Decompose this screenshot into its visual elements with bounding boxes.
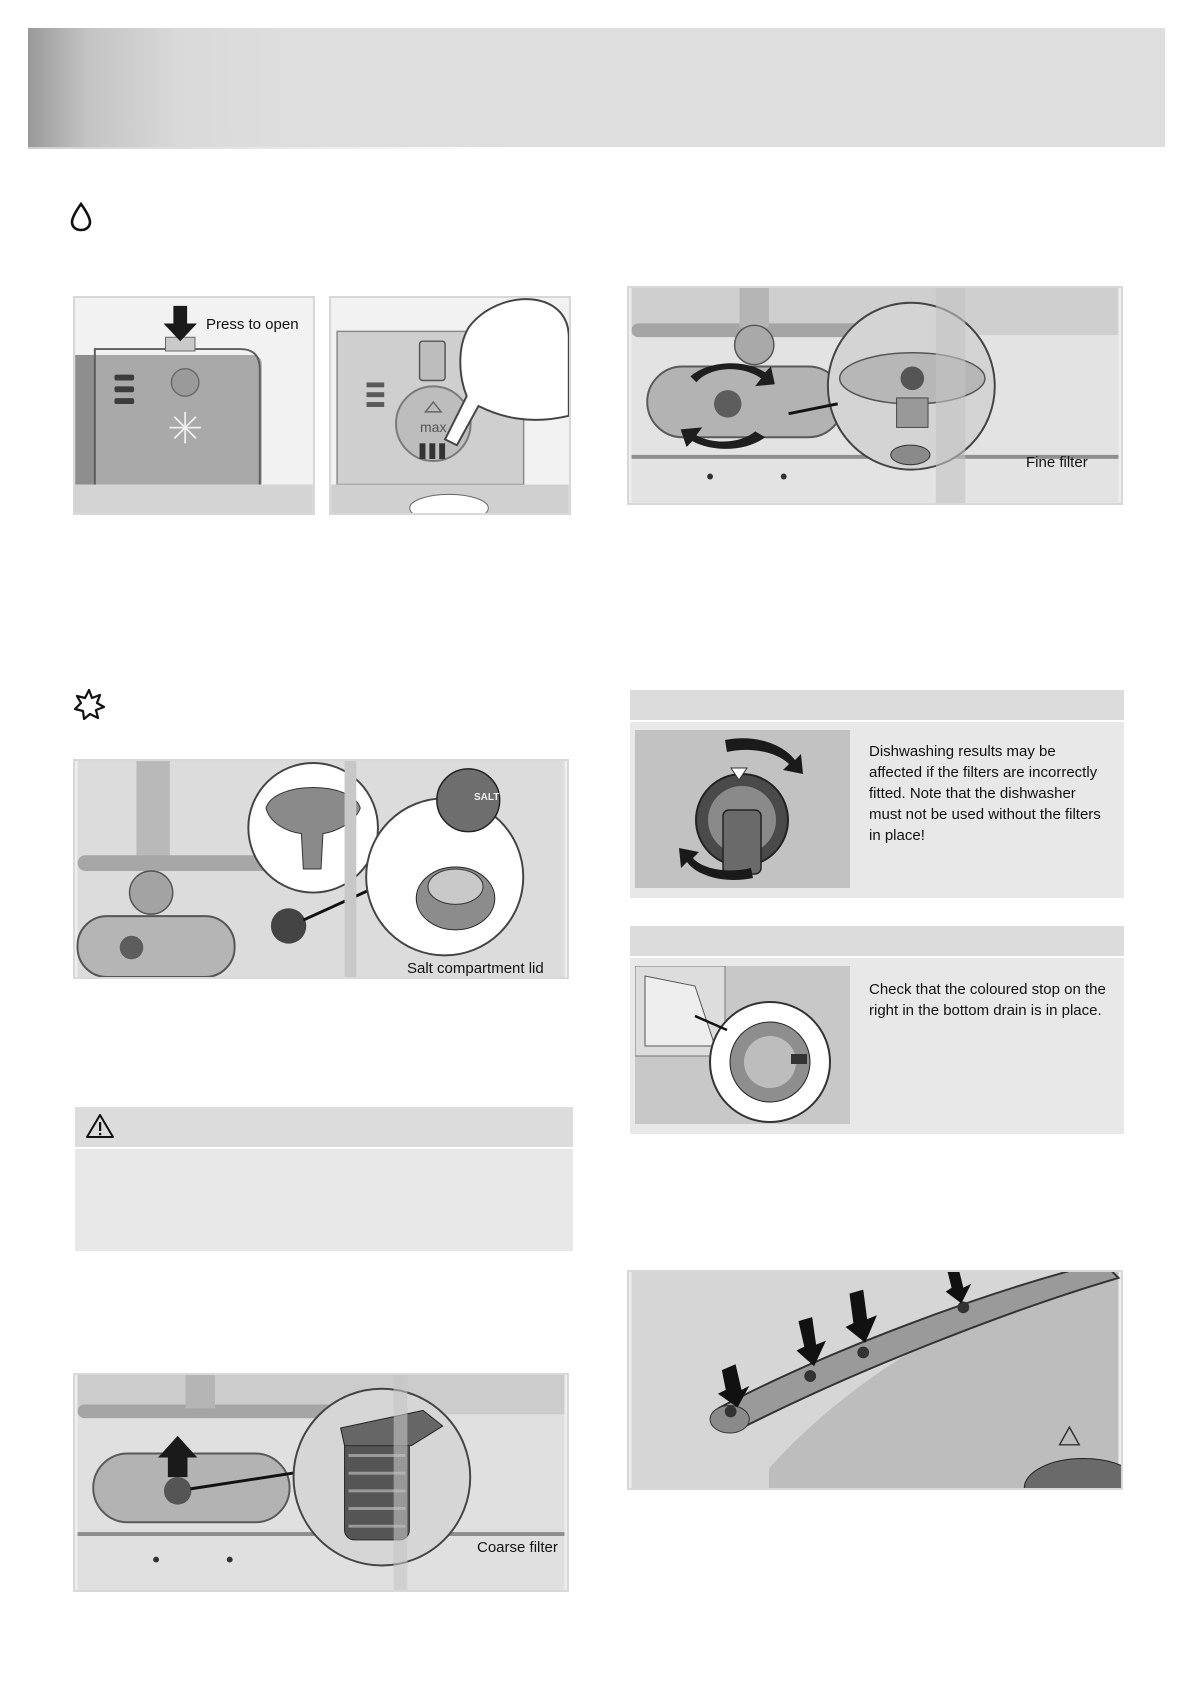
filter-note-header: [630, 690, 1124, 720]
filter-note-text: Dishwashing results may be affected if the filters are incorrectly fitted. Note that the dishwasher must not be used without the filters in place!: [869, 743, 1101, 844]
filter-rotate-figure: [635, 730, 850, 888]
salt-lid-caption: Salt compartment lid: [407, 960, 544, 977]
spray-arm-figure: [627, 1270, 1123, 1490]
salt-cap-label: SALT: [474, 792, 500, 803]
fine-filter-caption: Fine filter: [1026, 454, 1088, 471]
max-label: max: [420, 419, 447, 435]
header-band: [28, 28, 1165, 147]
water-drop-icon: [68, 202, 94, 232]
coarse-filter-caption: Coarse filter: [477, 1539, 558, 1556]
press-to-open-caption: Press to open: [206, 316, 299, 333]
star-icon: [73, 688, 105, 720]
warning-body: [75, 1149, 573, 1251]
coarse-filter-figure: [73, 1373, 569, 1592]
header-divider: [28, 147, 508, 149]
drain-stop-figure: [635, 966, 850, 1124]
drain-note-header: [630, 926, 1124, 956]
drain-note-text: Check that the coloured stop on the right in the bottom drain is in place.: [869, 981, 1106, 1019]
warning-header: [75, 1107, 573, 1147]
warning-triangle-icon: [85, 1112, 115, 1140]
fine-filter-figure: [627, 286, 1123, 505]
rinse-aid-fill-figure: [329, 296, 571, 515]
